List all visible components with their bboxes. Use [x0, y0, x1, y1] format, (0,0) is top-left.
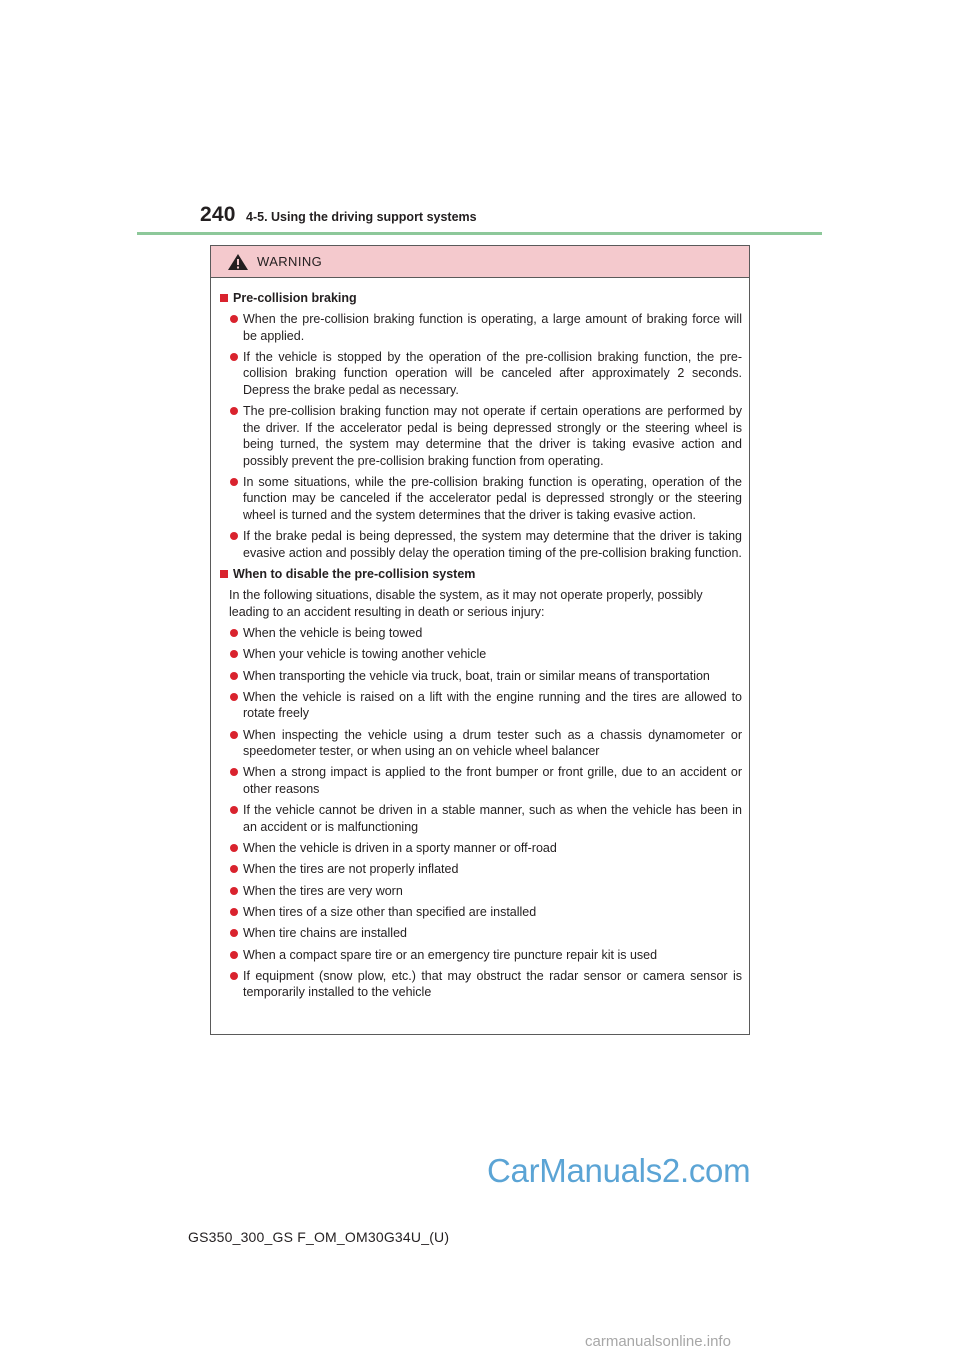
round-bullet-icon — [230, 650, 238, 658]
warning-bullet-item — [220, 764, 742, 797]
warning-subheading — [220, 566, 742, 582]
warning-bullet-text: When tires of a size other than specified are installed — [243, 904, 537, 919]
warning-bullet-item — [220, 646, 742, 663]
round-bullet-icon — [230, 887, 238, 895]
warning-subheading-text: When to disable the pre-collision system — [233, 566, 476, 581]
round-bullet-icon — [230, 629, 238, 637]
square-bullet-icon — [220, 570, 228, 578]
warning-bullet-item — [220, 840, 742, 857]
warning-bullet-text: If the brake pedal is being depressed, the system may determine that the driver is taking evasive action and possibly delay the operation timing of the pre-collision braking function. — [243, 529, 742, 560]
round-bullet-icon — [230, 929, 238, 937]
section-title: 4-5. Using the driving support systems — [246, 210, 477, 224]
warning-bullet-item — [220, 403, 742, 469]
header-rule — [137, 232, 822, 235]
warning-bullet-text: When a strong impact is applied to the front bumper or front grille, due to an accident or other reasons — [243, 765, 742, 796]
warning-bullet-text: When the pre-collision braking function is operating, a large amount of braking force will be applied. — [243, 312, 742, 343]
warning-bullet-text: When the vehicle is being towed — [243, 625, 423, 640]
warning-bullet-item — [220, 861, 742, 878]
warning-bullet-text: When the tires are not properly inflated — [243, 862, 459, 877]
warning-subheading-text: Pre-collision braking — [233, 291, 357, 305]
warning-bullet-text: When inspecting the vehicle using a drum tester such as a chassis dynamometer or speedometer tester, or when using an on vehicle wheel balancer — [243, 727, 742, 759]
round-bullet-icon — [230, 532, 238, 540]
warning-bullet-text: In some situations, while the pre-collision braking function is operating, operation of the function may be canceled if the accelerator pedal is depressed strongly or the steering wheel is turned and the system determines that the driver is taking evasive action. — [243, 474, 742, 522]
warning-bullet-text: If the vehicle is stopped by the operation of the pre-collision braking function, the pre-collision braking function operation will be canceled after approximately 2 seconds. Depress the brake pedal as necessary. — [243, 349, 742, 397]
warning-bullet-text: When the vehicle is raised on a lift with the engine running and the tires are allowed to rotate freely — [243, 689, 742, 721]
page-number: 240 — [200, 203, 236, 226]
round-bullet-icon — [230, 693, 238, 701]
warning-header — [211, 246, 749, 278]
warning-bullet-item — [220, 925, 742, 942]
warning-bullet-item — [220, 311, 742, 344]
warning-bullet-item — [220, 904, 742, 921]
round-bullet-icon — [230, 672, 238, 680]
warning-bullet-item — [220, 349, 742, 399]
warning-bullet-text: The pre-collision braking function may not operate if certain operations are performed by the driver. If the accelerator pedal is being depressed strongly or the steering wheel is being turned, the system may determine that the driver is taking evasive action and possibly prevent the pre-collision braking function from operating. — [243, 404, 742, 468]
square-bullet-icon — [220, 294, 228, 302]
round-bullet-icon — [230, 908, 238, 916]
round-bullet-icon — [230, 865, 238, 873]
watermark-url: carmanualsonline.info — [585, 1333, 731, 1350]
watermark-logo: CarManuals2.com — [487, 1152, 751, 1189]
round-bullet-icon — [230, 478, 238, 486]
warning-bullet-text: If the vehicle cannot be driven in a stable manner, such as when the vehicle has been in an accident or is malfunctioning — [243, 803, 742, 834]
warning-bullet-item — [220, 802, 742, 835]
round-bullet-icon — [230, 315, 238, 323]
warning-bullet-item — [220, 528, 742, 561]
warning-bullet-item — [220, 474, 742, 524]
round-bullet-icon — [230, 951, 238, 959]
warning-bullet-text: If equipment (snow plow, etc.) that may obstruct the radar sensor or camera sensor is temporarily installed to the vehicle — [243, 968, 742, 1000]
warning-body — [211, 278, 749, 1001]
round-bullet-icon — [230, 407, 238, 415]
warning-bullet-text: When the vehicle is driven in a sporty manner or off-road — [243, 841, 557, 856]
warning-triangle-icon — [227, 253, 249, 271]
round-bullet-icon — [230, 731, 238, 739]
round-bullet-icon — [230, 844, 238, 852]
warning-bullet-item — [220, 947, 742, 964]
warning-bullet-item — [220, 968, 742, 1001]
warning-intro: In the following situations, disable the system, as it may not operate properly, possibly leading to an accident resulting in death or serious injury: — [229, 587, 703, 619]
warning-bullet-text: When your vehicle is towing another vehicle — [243, 647, 487, 662]
warning-bullet-text: When transporting the vehicle via truck, boat, train or similar means of transportation — [243, 668, 710, 683]
warning-box — [210, 245, 750, 1035]
warning-bullet-text: When tire chains are installed — [243, 926, 407, 941]
warning-bullet-text: When a compact spare tire or an emergency tire puncture repair kit is used — [243, 947, 658, 962]
warning-bullet-text: When the tires are very worn — [243, 883, 403, 898]
warning-bullet-item — [220, 625, 742, 642]
warning-bullet-item — [220, 883, 742, 900]
footer-code: GS350_300_GS F_OM_OM30G34U_(U) — [188, 1229, 450, 1245]
round-bullet-icon — [230, 768, 238, 776]
warning-bullet-item — [220, 689, 742, 722]
warning-bullet-item — [220, 668, 742, 685]
warning-label: WARNING — [257, 254, 323, 269]
warning-bullet-item — [220, 727, 742, 760]
warning-subheading — [220, 290, 742, 306]
round-bullet-icon — [230, 806, 238, 814]
round-bullet-icon — [230, 972, 238, 980]
round-bullet-icon — [230, 353, 238, 361]
